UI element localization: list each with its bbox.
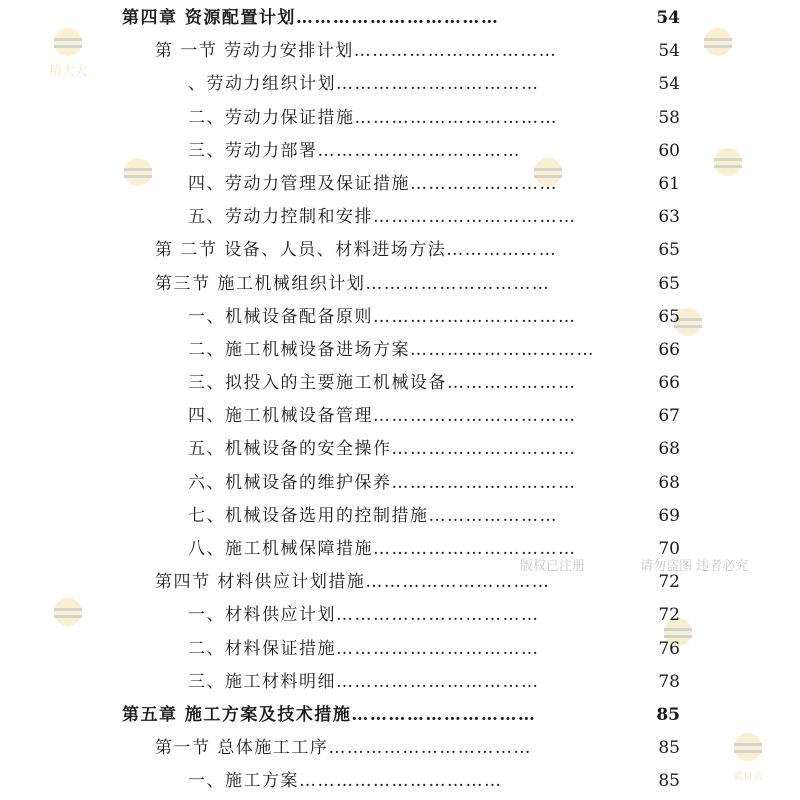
toc-entry-label: 第五章 施工方案及技术措施………………………… xyxy=(122,704,537,725)
toc-page-number: 68 xyxy=(658,439,680,460)
toc-page-number: 67 xyxy=(658,406,680,427)
toc-entry-label: 、劳动力组织计划…………………………… xyxy=(188,74,540,95)
toc-entry-label: 第 二节 设备、人员、材料进场方法……………… xyxy=(155,240,558,261)
toc-entry-label: 二、施工机械设备进场方案………………………… xyxy=(188,339,595,360)
toc-page-number: 61 xyxy=(658,173,680,194)
toc-entry-item[interactable] xyxy=(0,334,800,367)
toc-entry-item[interactable] xyxy=(0,367,800,400)
toc-page-number: 70 xyxy=(658,539,680,559)
toc-entry-label: 第一节 总体施工工序…………………………… xyxy=(155,738,532,759)
toc-entry-item[interactable] xyxy=(0,102,800,135)
watermark-logo-text: 精大大 xyxy=(48,64,88,79)
toc-entry-label: 六、机械设备的维护保养………………………… xyxy=(188,472,577,493)
toc-page-number: 66 xyxy=(658,373,680,394)
toc-page-number: 85 xyxy=(658,738,680,759)
toc-entry-item[interactable] xyxy=(0,633,800,666)
toc-page-number: 58 xyxy=(658,107,680,128)
toc-page-number: 69 xyxy=(658,505,680,526)
toc-page-number: 78 xyxy=(658,671,680,692)
toc-page-number: 65 xyxy=(658,240,680,261)
toc-entry-label: 七、机械设备选用的控制措施………………… xyxy=(188,505,558,526)
toc-page-number: 65 xyxy=(658,306,680,327)
watermark-notice-2: 请勿盗图 违者必究 xyxy=(640,559,749,574)
toc-page-number: 60 xyxy=(658,140,680,161)
toc-page-number: 85 xyxy=(656,704,680,725)
toc-entry-label: 一、机械设备配备原则…………………………… xyxy=(188,306,577,327)
toc-entry-section[interactable] xyxy=(0,268,800,301)
toc-entry-item[interactable] xyxy=(0,666,800,699)
toc-page-number: 54 xyxy=(658,74,680,95)
toc-page-number: 68 xyxy=(658,472,680,493)
toc-entry-label: 二、材料保证措施…………………………… xyxy=(188,638,540,659)
toc-entry-label: 第四章 资源配置计划…………………………… xyxy=(122,8,500,28)
toc-entry-chapter[interactable] xyxy=(0,699,800,732)
toc-page-number: 66 xyxy=(658,339,680,360)
toc-entry-label: 一、施工方案…………………………… xyxy=(188,771,503,792)
toc-entry-item[interactable] xyxy=(0,467,800,500)
toc-entry-label: 五、机械设备的安全操作………………………… xyxy=(188,439,577,460)
toc-entry-chapter[interactable] xyxy=(0,2,800,35)
table-of-contents xyxy=(0,2,800,799)
toc-entry-item[interactable] xyxy=(0,533,800,566)
toc-entry-item[interactable] xyxy=(0,500,800,533)
toc-entry-section[interactable] xyxy=(0,234,800,267)
toc-page-number: 72 xyxy=(658,605,680,626)
toc-entry-section[interactable] xyxy=(0,566,800,599)
toc-entry-label: 第三节 施工机械组织计划………………………… xyxy=(155,273,551,294)
toc-page-number: 72 xyxy=(658,572,680,593)
toc-entry-item[interactable] xyxy=(0,168,800,201)
toc-entry-section[interactable] xyxy=(0,732,800,765)
toc-page-number: 54 xyxy=(658,41,680,62)
toc-entry-label: 四、施工机械设备管理…………………………… xyxy=(188,406,577,427)
toc-entry-label: 一、材料供应计划…………………………… xyxy=(188,605,540,626)
toc-entry-label: 八、施工机械保障措施…………………………… xyxy=(188,539,577,559)
toc-entry-label: 三、施工材料明细…………………………… xyxy=(188,671,540,692)
toc-page-number: 63 xyxy=(658,207,680,228)
watermark-notice-1: 版权已注册 xyxy=(520,559,586,574)
toc-entry-item[interactable] xyxy=(0,599,800,632)
toc-entry-item[interactable] xyxy=(0,400,800,433)
toc-page-number: 54 xyxy=(656,8,680,28)
toc-page-number: 76 xyxy=(658,638,680,659)
toc-entry-item[interactable] xyxy=(0,765,800,798)
toc-entry-label: 三、劳动力部署…………………………… xyxy=(188,140,521,161)
toc-entry-section[interactable] xyxy=(0,35,800,68)
watermark-sub-text: 素材店 xyxy=(733,772,763,783)
toc-entry-item[interactable] xyxy=(0,201,800,234)
toc-page-number: 65 xyxy=(658,273,680,294)
toc-entry-label: 四、劳动力管理及保证措施…………………… xyxy=(188,173,558,194)
toc-entry-item[interactable] xyxy=(0,135,800,168)
toc-entry-label: 三、拟投入的主要施工机械设备………………… xyxy=(188,373,577,394)
toc-entry-label: 二、劳动力保证措施…………………………… xyxy=(188,107,558,128)
toc-page-number: 85 xyxy=(658,771,680,792)
toc-entry-item[interactable] xyxy=(0,68,800,101)
toc-entry-label: 第四节 材料供应计划措施………………………… xyxy=(155,572,551,593)
toc-entry-label: 第 一节 劳动力安排计划…………………………… xyxy=(155,41,558,62)
toc-entry-label: 五、劳动力控制和安排…………………………… xyxy=(188,207,577,228)
toc-entry-item[interactable] xyxy=(0,433,800,466)
toc-entry-item[interactable] xyxy=(0,301,800,334)
